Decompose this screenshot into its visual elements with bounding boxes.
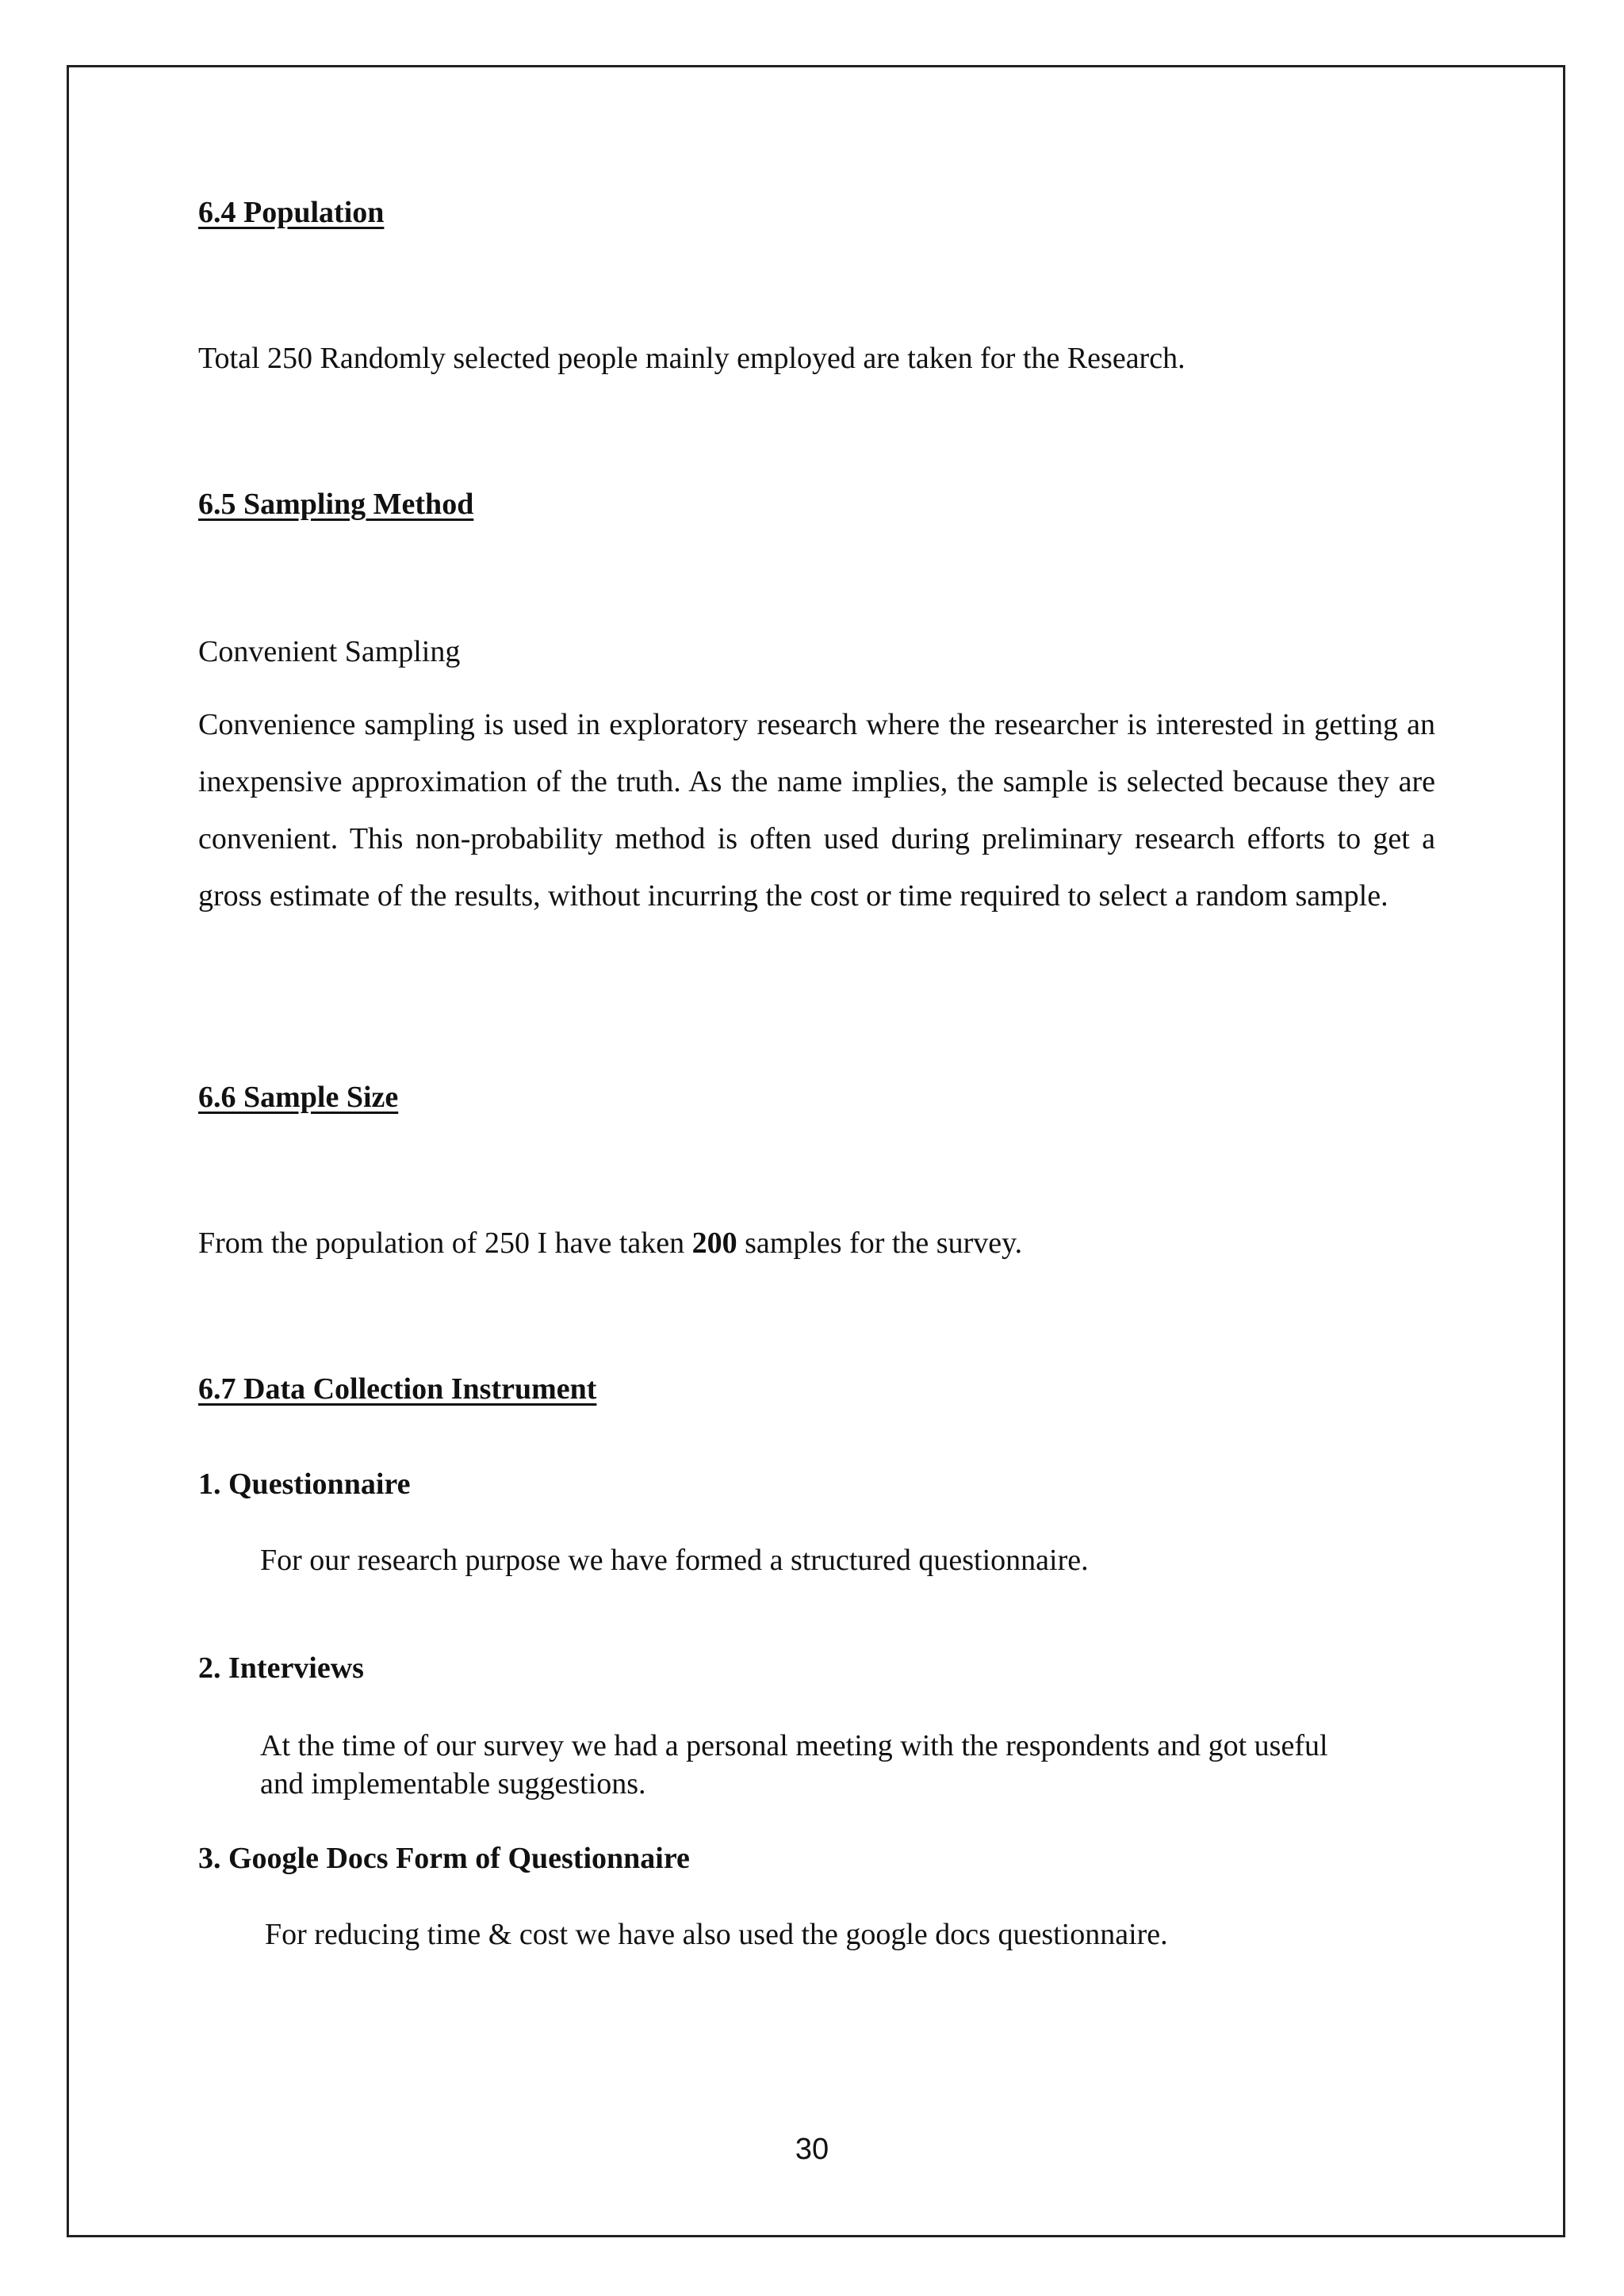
sample-size-text: [198, 1226, 1435, 1261]
population-text: Total 250 Randomly selected people mainly employed are taken for the Research.: [198, 342, 1185, 375]
sample-size-count: 200: [691, 1226, 737, 1260]
instrument-title-questionnaire: 1. Questionnaire: [198, 1468, 411, 1501]
section-heading-sampling-method: 6.5 Sampling Method: [198, 488, 474, 521]
instrument-text-google-docs: For reducing time & cost we have also used the google docs questionnaire.: [265, 1918, 1168, 1951]
sample-size-text-suffix: samples for the survey.: [737, 1226, 1023, 1260]
page-number: 30: [795, 2133, 829, 2166]
section-heading-sample-size: 6.6 Sample Size: [198, 1081, 399, 1114]
sampling-method-subtitle: Convenient Sampling: [198, 635, 461, 668]
page-border: [67, 65, 1565, 2237]
section-heading-population: 6.4 Population: [198, 196, 385, 229]
instrument-title-google-docs: 3. Google Docs Form of Questionnaire: [198, 1842, 690, 1875]
instrument-title-interviews: 2. Interviews: [198, 1651, 364, 1685]
sampling-method-paragraph: Convenience sampling is used in exploratory research where the researcher is interested in getting an inexpensive approximation of the truth. As the name implies, the sample is selected because they are convenient. This non-probability method is often used during preliminary research efforts to get a gross estimate of the results, without incurring the cost or time required to select a random sample.: [198, 708, 1435, 913]
instrument-text-interviews: At the time of our survey we had a personal meeting with the respondents and got useful and implementable suggestions.: [260, 1729, 1328, 1800]
sample-size-text-prefix: From the population of 250 I have taken: [198, 1226, 692, 1260]
section-heading-data-collection: 6.7 Data Collection Instrument: [198, 1372, 597, 1406]
instrument-text-questionnaire: For our research purpose we have formed a structured questionnaire.: [260, 1544, 1089, 1577]
